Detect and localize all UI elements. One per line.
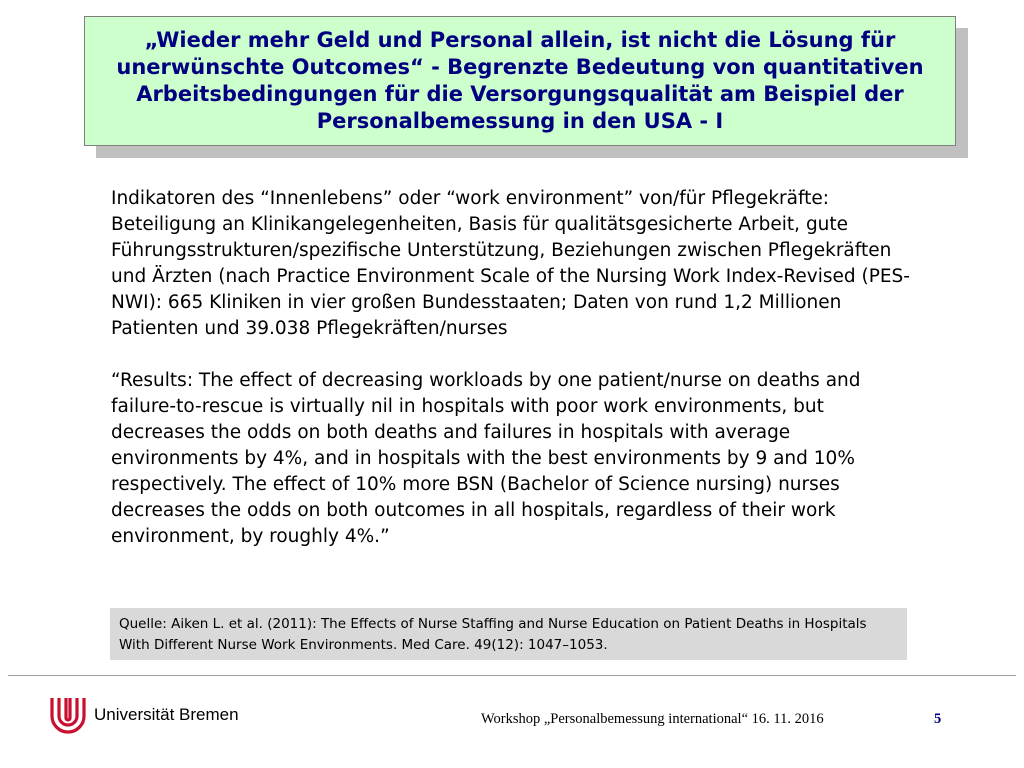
footer-divider (8, 675, 1016, 676)
source-citation: Quelle: Aiken L. et al. (2011): The Effects of Nurse Staffing and Nurse Education on Patient Deaths in Hospitals With Different Nurse Work Environments. Med Care. 49(12): 1047–1053. (119, 616, 867, 653)
university-logo-icon (48, 694, 88, 734)
workshop-footer: Workshop „Personalbemessung international“ 16. 11. 2016 (481, 711, 824, 727)
slide-body (111, 186, 911, 550)
results-quote-paragraph: “Results: The effect of decreasing workloads by one patient/nurse on deaths and failure-to-rescue is virtually nil in hospitals with poor work environments, but decreases the odds on both deaths and failures in hospitals with average environments by 4%, and in hospitals with the best environments by 9 and 10% respectively. The effect of 10% more BSN (Bachelor of Science nursing) nurses decreases the odds on both outcomes in all hospitals, regardless of their work environment, by roughly 4%.” (111, 370, 861, 547)
title-box (84, 16, 956, 146)
page-number: 5 (934, 711, 942, 727)
university-name: Universität Bremen (94, 705, 239, 724)
source-citation-box (110, 608, 907, 660)
slide-title: „Wieder mehr Geld und Personal allein, ist nicht die Lösung für unerwünschte Outcomes“ - Begrenzte Bedeutung von quantitativen Arbeitsbedingungen für die Versorgungsqualität am Beispiel der Personalbemessung in den USA - I (116, 28, 924, 133)
indicators-paragraph: Indikatoren des “Innenlebens” oder “work environment” von/für Pflegekräfte: Beteiligung an Klinikangelegenheiten, Basis für qualitätsgesicherte Arbeit, gute Führungsstrukturen/spezifische Unterstützung, Beziehungen zwischen Pflegekräften und Ärzten (nach Practice Environment Scale of the Nursing Work Index-Revised (PES-NWI): 665 Kliniken in vier großen Bundesstaaten; Daten von rund 1,2 Millionen Patienten und 39.038 Pflegekräften/nurses (111, 188, 910, 339)
